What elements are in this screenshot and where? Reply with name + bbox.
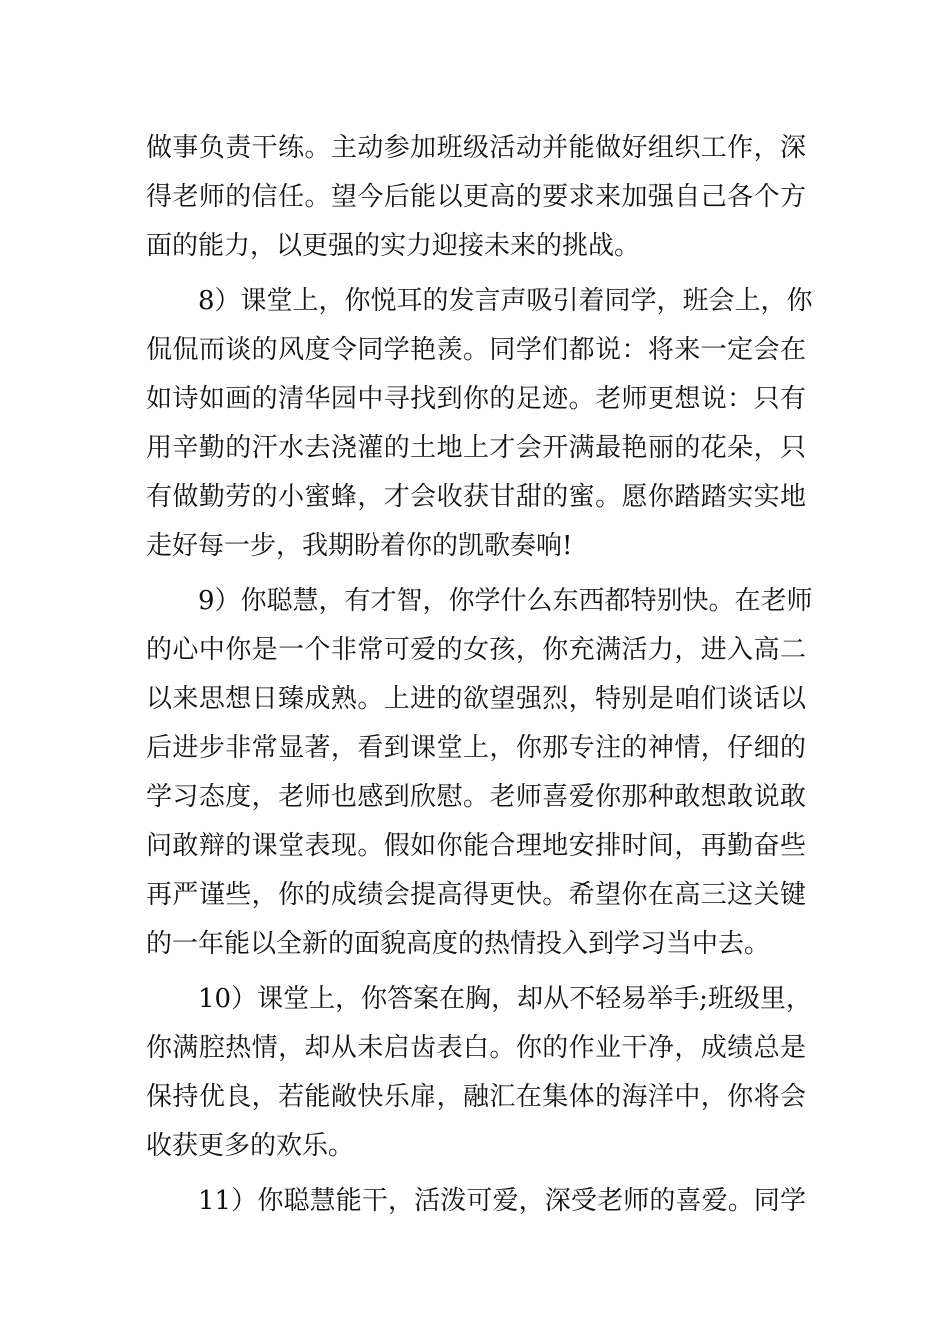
paragraph-start-9: 9）你聪慧，有才智，你学什么东西都特别快。在老师: [198, 586, 813, 616]
text-line: 保持优良，若能敞快乐扉，融汇在集体的海洋中，你将会: [146, 1082, 806, 1112]
paragraph-start-11: 11）你聪慧能干，活泼可爱，深受老师的喜爱。同学: [198, 1186, 806, 1216]
text-line: 的一年能以全新的面貌高度的热情投入到学习当中去。: [146, 929, 771, 959]
text-line: 走好每一步，我期盼着你的凯歌奏响!: [146, 531, 573, 561]
text-line: 收获更多的欢乐。: [146, 1131, 355, 1161]
text-line: 用辛勤的汗水去浇灌的土地上才会开满最艳丽的花朵，只: [146, 433, 806, 463]
text-line: 做事负责干练。主动参加班级活动并能做好组织工作，深: [146, 133, 806, 163]
text-line: 面的能力，以更强的实力迎接未来的挑战。: [146, 231, 641, 261]
text-line: 后进步非常显著，看到课堂上，你那专注的神情，仔细的: [146, 733, 806, 763]
text-line: 得老师的信任。望今后能以更高的要求来加强自己各个方: [146, 182, 806, 212]
text-line: 侃侃而谈的风度令同学艳羡。同学们都说：将来一定会在: [146, 335, 806, 365]
paragraph-start-10: 10）课堂上，你答案在胸，却从不轻易举手;班级里，: [198, 984, 812, 1014]
text-line: 的心中你是一个非常可爱的女孩，你充满活力，进入高二: [146, 635, 806, 665]
text-line: 学习态度，老师也感到欣慰。老师喜爱你那种敢想敢说敢: [146, 782, 806, 812]
text-line: 你满腔热情，却从未启齿表白。你的作业干净，成绩总是: [146, 1033, 806, 1063]
text-line: 有做勤劳的小蜜蜂，才会收获甘甜的蜜。愿你踏踏实实地: [146, 482, 806, 512]
text-line: 问敢辩的课堂表现。假如你能合理地安排时间，再勤奋些: [146, 831, 806, 861]
text-line: 如诗如画的清华园中寻找到你的足迹。老师更想说：只有: [146, 384, 806, 414]
text-line: 以来思想日臻成熟。上进的欲望强烈，特别是咱们谈话以: [146, 684, 806, 714]
text-line: 再严谨些，你的成绩会提高得更快。希望你在高三这关键: [146, 880, 806, 910]
paragraph-start-8: 8）课堂上，你悦耳的发言声吸引着同学，班会上，你: [198, 286, 813, 316]
